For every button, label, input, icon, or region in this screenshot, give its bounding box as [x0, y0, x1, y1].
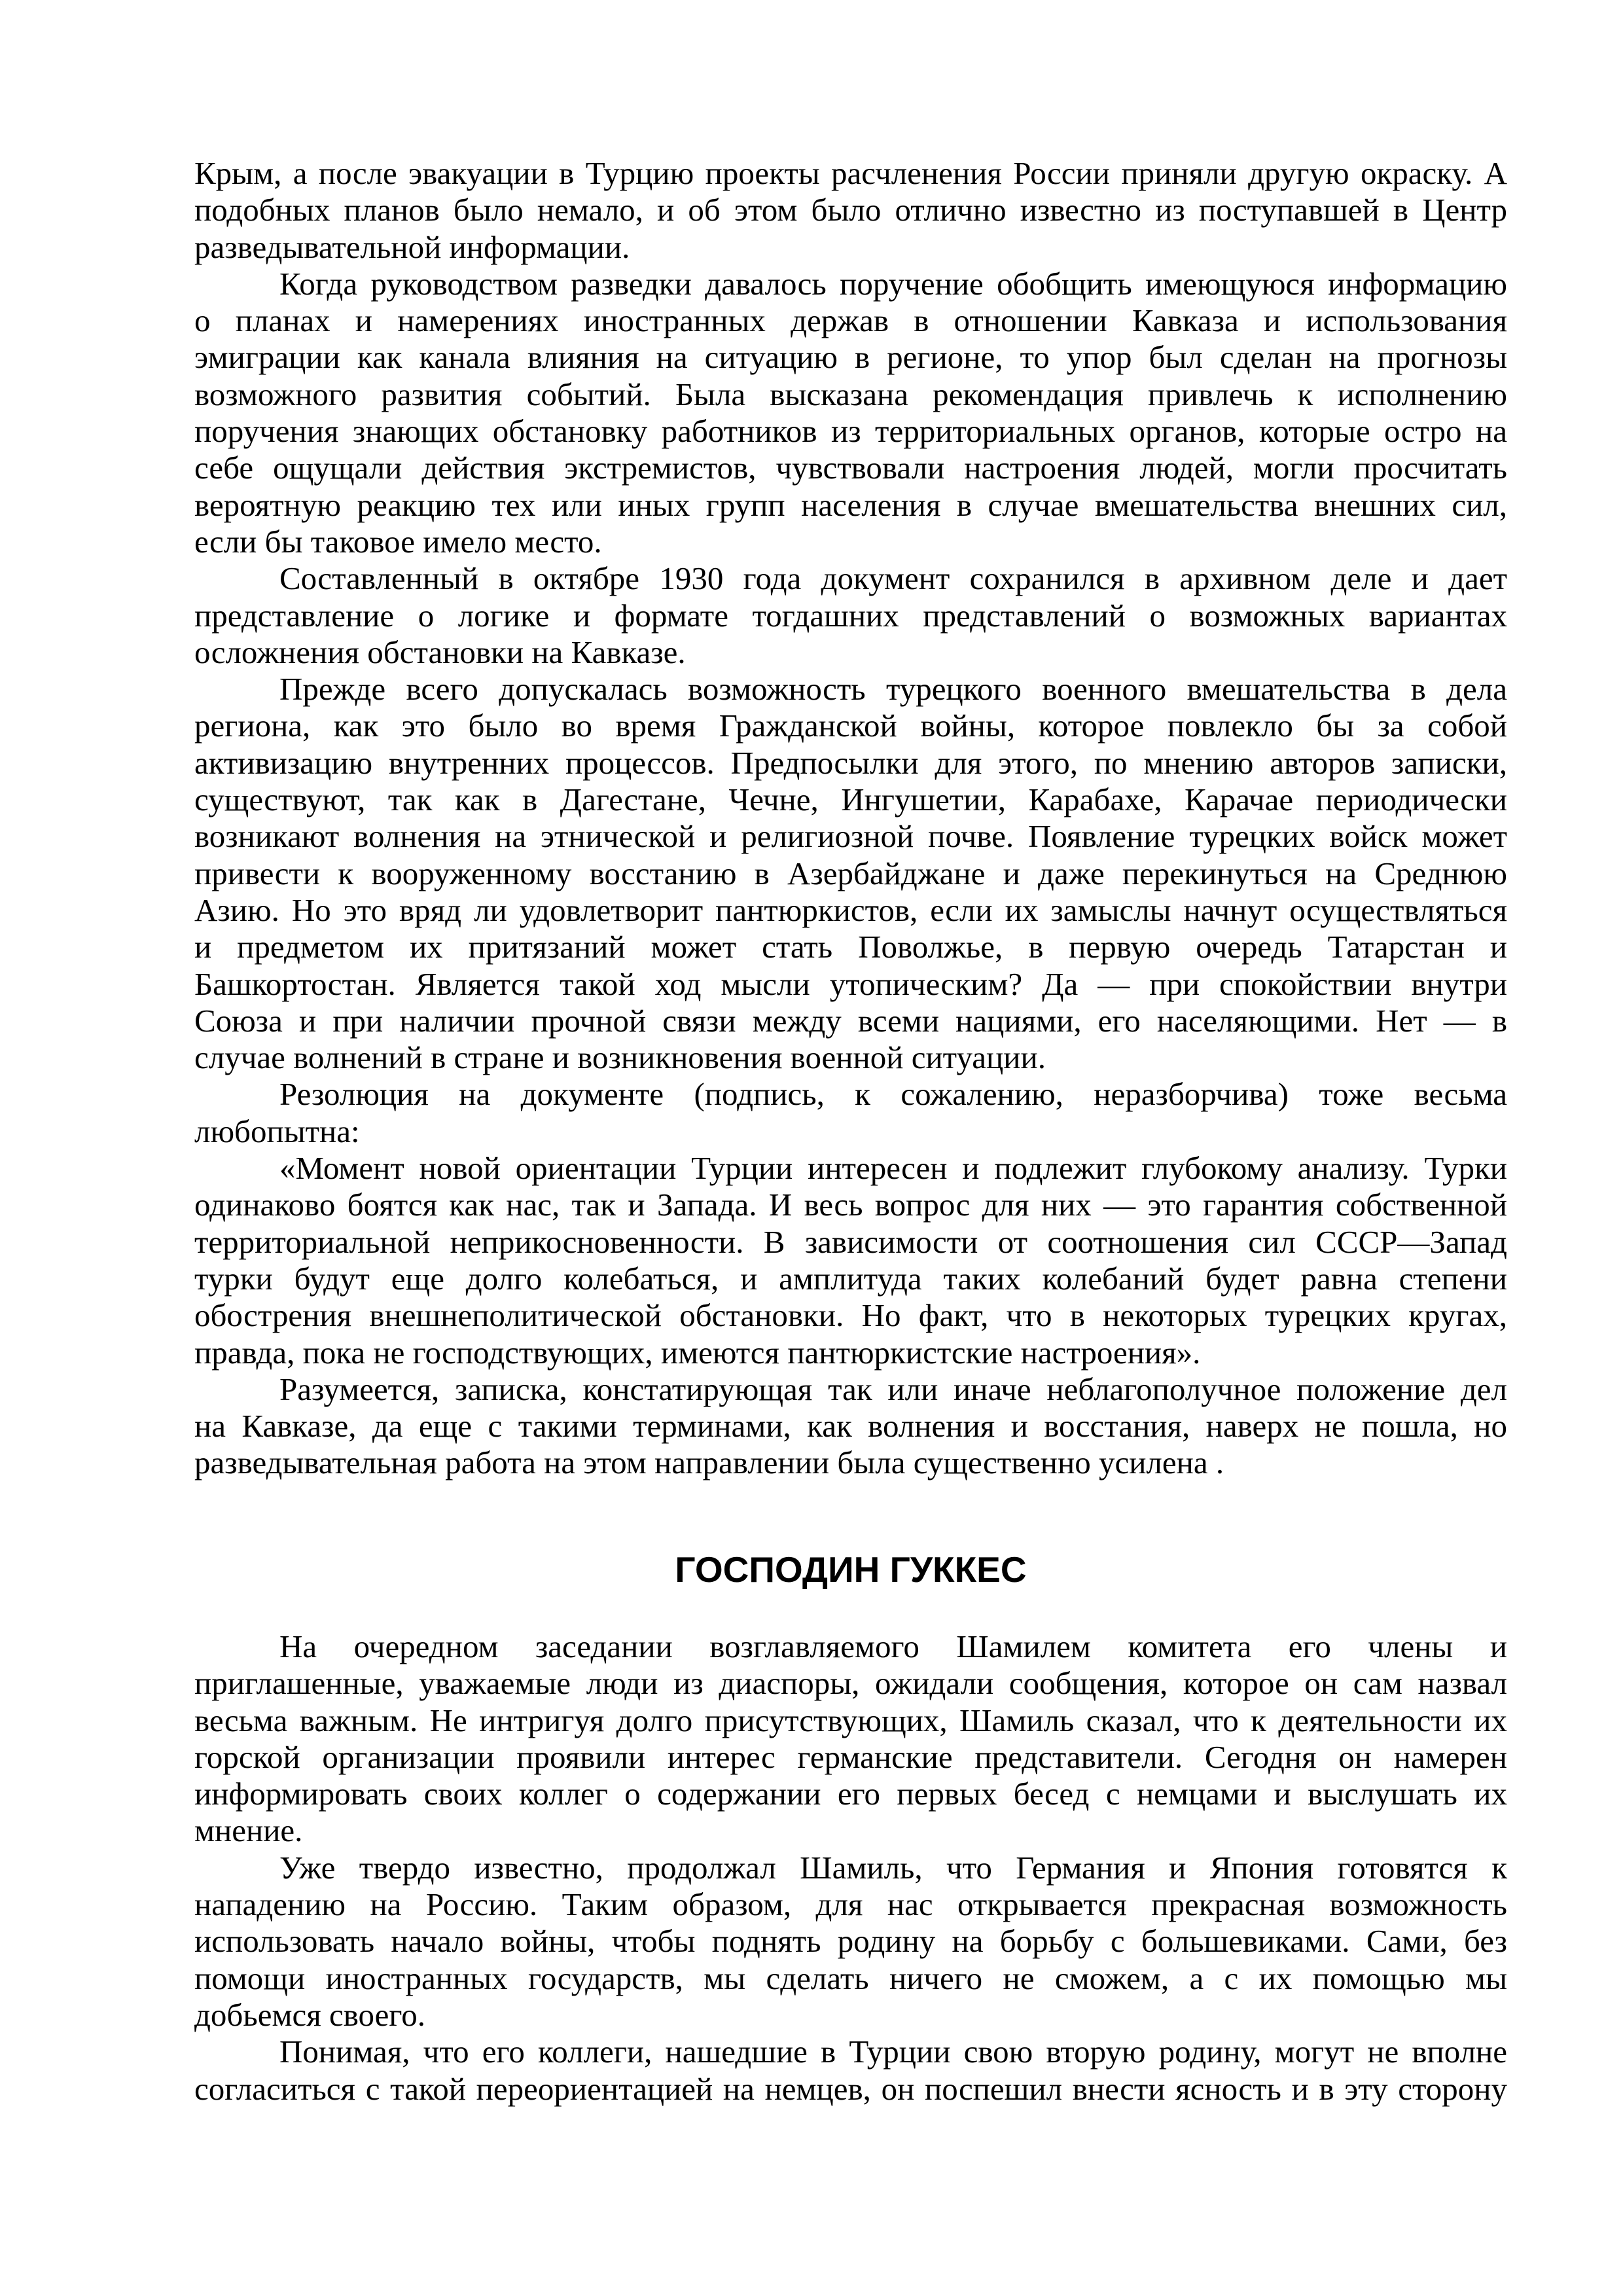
- text-line: Башкортостан. Является такой ход мысли утопическим? Да — при спокойствии внутри: [194, 965, 1507, 1002]
- text-line: эмиграции как канала влияния на ситуацию в регионе, то упор был сделан на прогнозы: [194, 339, 1507, 376]
- text-line: случае волнений в стране и возникновения военной ситуации.: [194, 1039, 1046, 1076]
- text-line: Прежде всего допускалась возможность турецкого военного вмешательства в дела: [279, 671, 1507, 708]
- paragraph: [194, 1850, 1507, 2034]
- text-line: добьемся своего.: [194, 1996, 426, 2033]
- text-line: приглашенные, уважаемые люди из диаспоры, ожидали сообщения, которое он сам назвал: [194, 1665, 1507, 1702]
- text-line: Уже твердо известно, продолжал Шамиль, что Германия и Япония готовятся к: [279, 1849, 1507, 1886]
- text-line: горской организации проявили интерес германские представители. Сегодня он намерен: [194, 1738, 1507, 1775]
- text-line: Резолюция на документе (подпись, к сожалению, неразборчива) тоже весьма: [279, 1076, 1507, 1113]
- text-line: весьма важным. Не интригуя долго присутствующих, Шамиль сказал, что к деятельности их: [194, 1702, 1507, 1738]
- section-body-1: [194, 155, 1507, 1482]
- text-line: себе ощущали действия экстремистов, чувствовали настроения людей, могли просчитать: [194, 450, 1507, 486]
- text-line: Крым, а после эвакуации в Турцию проекты расчленения России приняли другую окраску. А: [194, 155, 1507, 191]
- text-line: территориальной неприкосновенности. В зависимости от соотношения сил СССР—Запад: [194, 1223, 1507, 1260]
- text-line: мнение.: [194, 1812, 303, 1849]
- paragraph: [194, 1076, 1507, 1150]
- text-line: активизацию внутренних процессов. Предпосылки для этого, по мнению авторов записки,: [194, 744, 1507, 781]
- text-line: информировать своих коллег о содержании его первых бесед с немцами и выслушать их: [194, 1776, 1507, 1812]
- text-line: представление о логике и формате тогдашних представлений о возможных вариантах: [194, 597, 1507, 634]
- paragraph: [194, 1371, 1507, 1482]
- text-line: «Момент новой ориентации Турции интересен и подлежит глубокому анализу. Турки: [279, 1150, 1507, 1187]
- paragraph: [194, 560, 1507, 671]
- paragraph: [194, 1150, 1507, 1371]
- text-line: одинаково боятся как нас, так и Запада. И весь вопрос для них — это гарантия собственной: [194, 1187, 1507, 1223]
- text-line: региона, как это было во время Гражданской войны, которое повлекло бы за собой: [194, 708, 1507, 744]
- text-line: Азию. Но это вряд ли удовлетворит пантюркистов, если их замыслы начнут осуществляться: [194, 891, 1507, 928]
- text-line: Союза и при наличии прочной связи между всеми нациями, его населяющими. Нет — в: [194, 1002, 1507, 1039]
- text-line: Составленный в октябре 1930 года документ сохранился в архивном деле и дает: [279, 560, 1507, 597]
- text-line: правда, пока не господствующих, имеются пантюркистские настроения».: [194, 1334, 1201, 1371]
- text-line: на Кавказе, да еще с такими терминами, как волнения и восстания, наверх не пошла, но: [194, 1408, 1507, 1444]
- text-line: осложнения обстановки на Кавказе.: [194, 634, 686, 670]
- text-line: привести к вооруженному восстанию в Азербайджане и даже перекинуться на Среднюю: [194, 855, 1507, 891]
- text-line: возникают волнения на этнической и религиозной почве. Появление турецких войск может: [194, 818, 1507, 855]
- paragraph: [194, 2034, 1507, 2108]
- text-line: существуют, так как в Дагестане, Чечне, Ингушетии, Карабахе, Карачае периодически: [194, 781, 1507, 818]
- text-line: о планах и намерениях иностранных держав в отношении Кавказа и использования: [194, 302, 1507, 339]
- text-line: разведывательной информации.: [194, 228, 630, 265]
- text-line: нападению на Россию. Таким образом, для нас открывается прекрасная возможность: [194, 1886, 1507, 1923]
- text-line: и предметом их притязаний может стать Поволжье, в первую очередь Татарстан и: [194, 929, 1507, 965]
- text-line: вероятную реакцию тех или иных групп населения в случае вмешательства внешних сил,: [194, 486, 1507, 523]
- text-line: Разумеется, записка, констатирующая так или иначе неблагополучное положение дел: [279, 1371, 1507, 1407]
- text-line: если бы таковое имело место.: [194, 523, 602, 560]
- text-line: использовать начало войны, чтобы поднять родину на борьбу с большевиками. Сами, без: [194, 1923, 1507, 1960]
- text-line: поручения знающих обстановку работников из территориальных органов, которые остро на: [194, 413, 1507, 450]
- text-line: Когда руководством разведки давалось поручение обобщить имеющуюся информацию: [279, 265, 1507, 302]
- paragraph: [194, 671, 1507, 1076]
- text-line: возможного развития событий. Была высказана рекомендация привлечь к исполнению: [194, 376, 1507, 412]
- section-heading: ГОСПОДИН ГУККЕС: [675, 1549, 1027, 1590]
- paragraph: [194, 1628, 1507, 1850]
- text-line: На очередном заседании возглавляемого Шамилем комитета его члены и: [279, 1628, 1507, 1664]
- text-line: согласиться с такой переориентацией на немцев, он поспешил внести ясность и в эту сторону: [194, 2070, 1507, 2107]
- text-line: разведывательная работа на этом направлении была существенно усилена .: [194, 1444, 1224, 1481]
- text-line: помощи иностранных государств, мы сделать ничего не сможем, а с их помощью мы: [194, 1960, 1507, 1996]
- paragraph: [194, 266, 1507, 560]
- text-line: турки будут еще долго колебаться, и амплитуда таких колебаний будет равна степени: [194, 1260, 1507, 1297]
- paragraph: [194, 155, 1507, 266]
- text-line: Понимая, что его коллеги, нашедшие в Турции свою вторую родину, могут не вполне: [279, 2034, 1507, 2070]
- text-line: подобных планов было немало, и об этом было отлично известно из поступавшей в Центр: [194, 192, 1507, 228]
- text-line: обострения внешнеполитической обстановки. Но факт, что в некоторых турецких кругах,: [194, 1297, 1507, 1334]
- section-body-2: [194, 1628, 1507, 2108]
- text-line: любопытна:: [194, 1113, 360, 1149]
